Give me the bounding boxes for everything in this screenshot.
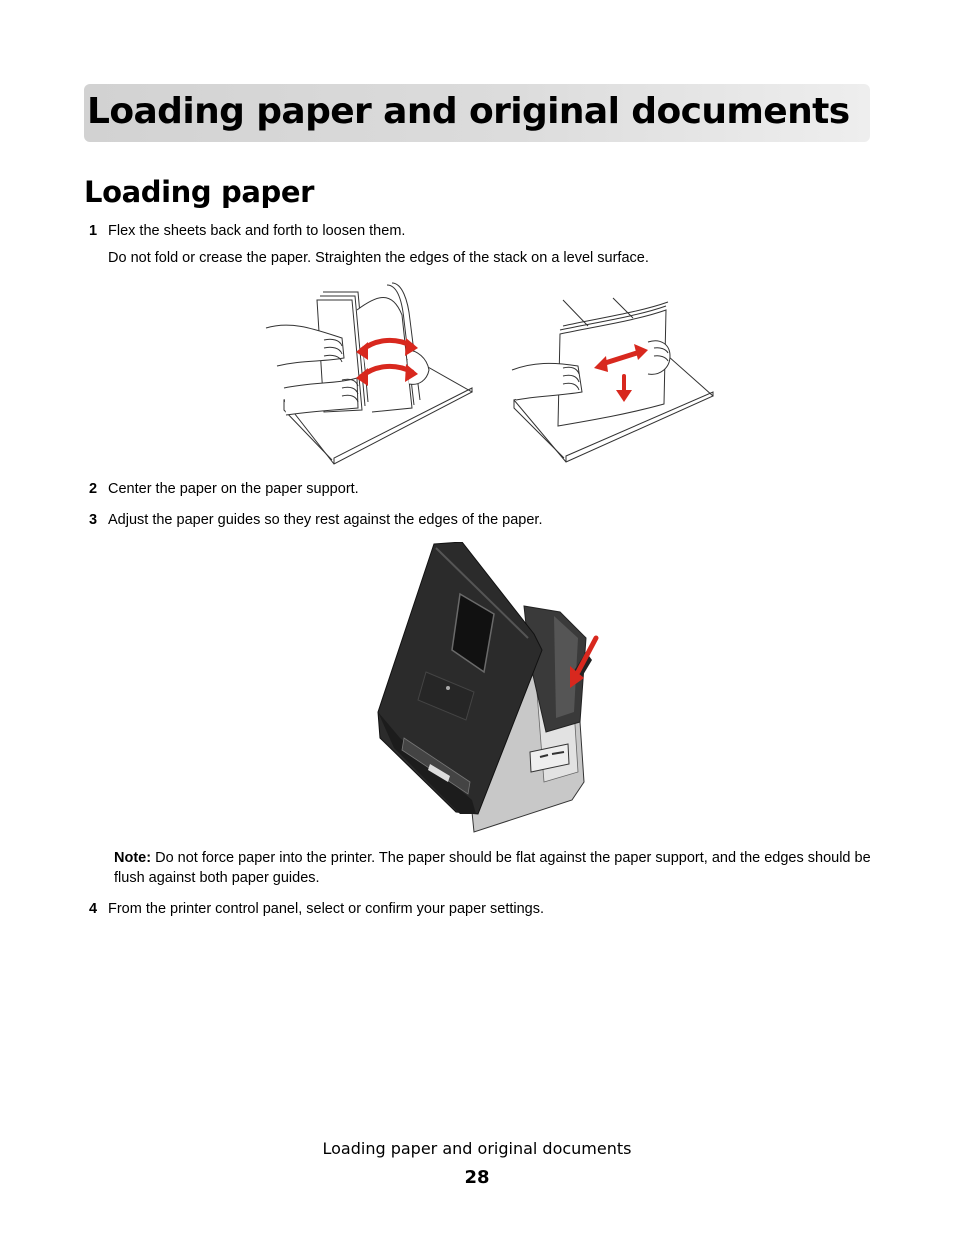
- step-2-text: Center the paper on the paper support.: [108, 481, 359, 497]
- step-4-number: 4: [89, 901, 98, 917]
- step-3-text: Adjust the paper guides so they rest against the edges of the paper.: [108, 512, 543, 528]
- printer-paper-guide-illustration: [374, 542, 608, 836]
- step-1-number: 1: [89, 223, 98, 239]
- flex-paper-illustration: [262, 280, 477, 468]
- note-paragraph: [114, 848, 874, 888]
- note-label: Note:: [114, 850, 152, 866]
- note-text: Do not force paper into the printer. The paper should be flat against the paper support, and the edges should be flush against both paper guides.: [114, 850, 871, 886]
- step-1-text: Flex the sheets back and forth to loosen them.: [108, 223, 406, 239]
- step-3-number: 3: [89, 512, 98, 528]
- step-1-detail: Do not fold or crease the paper. Straighten the edges of the stack on a level surface.: [108, 250, 649, 266]
- step-4-text: From the printer control panel, select or confirm your paper settings.: [108, 901, 544, 917]
- section-title: Loading paper: [84, 175, 315, 209]
- page-number: 28: [464, 1167, 490, 1188]
- step-2-number: 2: [89, 481, 98, 497]
- footer-chapter-title: Loading paper and original documents: [322, 1139, 632, 1158]
- chapter-title: Loading paper and original documents: [87, 91, 850, 132]
- straighten-paper-illustration: [508, 296, 718, 468]
